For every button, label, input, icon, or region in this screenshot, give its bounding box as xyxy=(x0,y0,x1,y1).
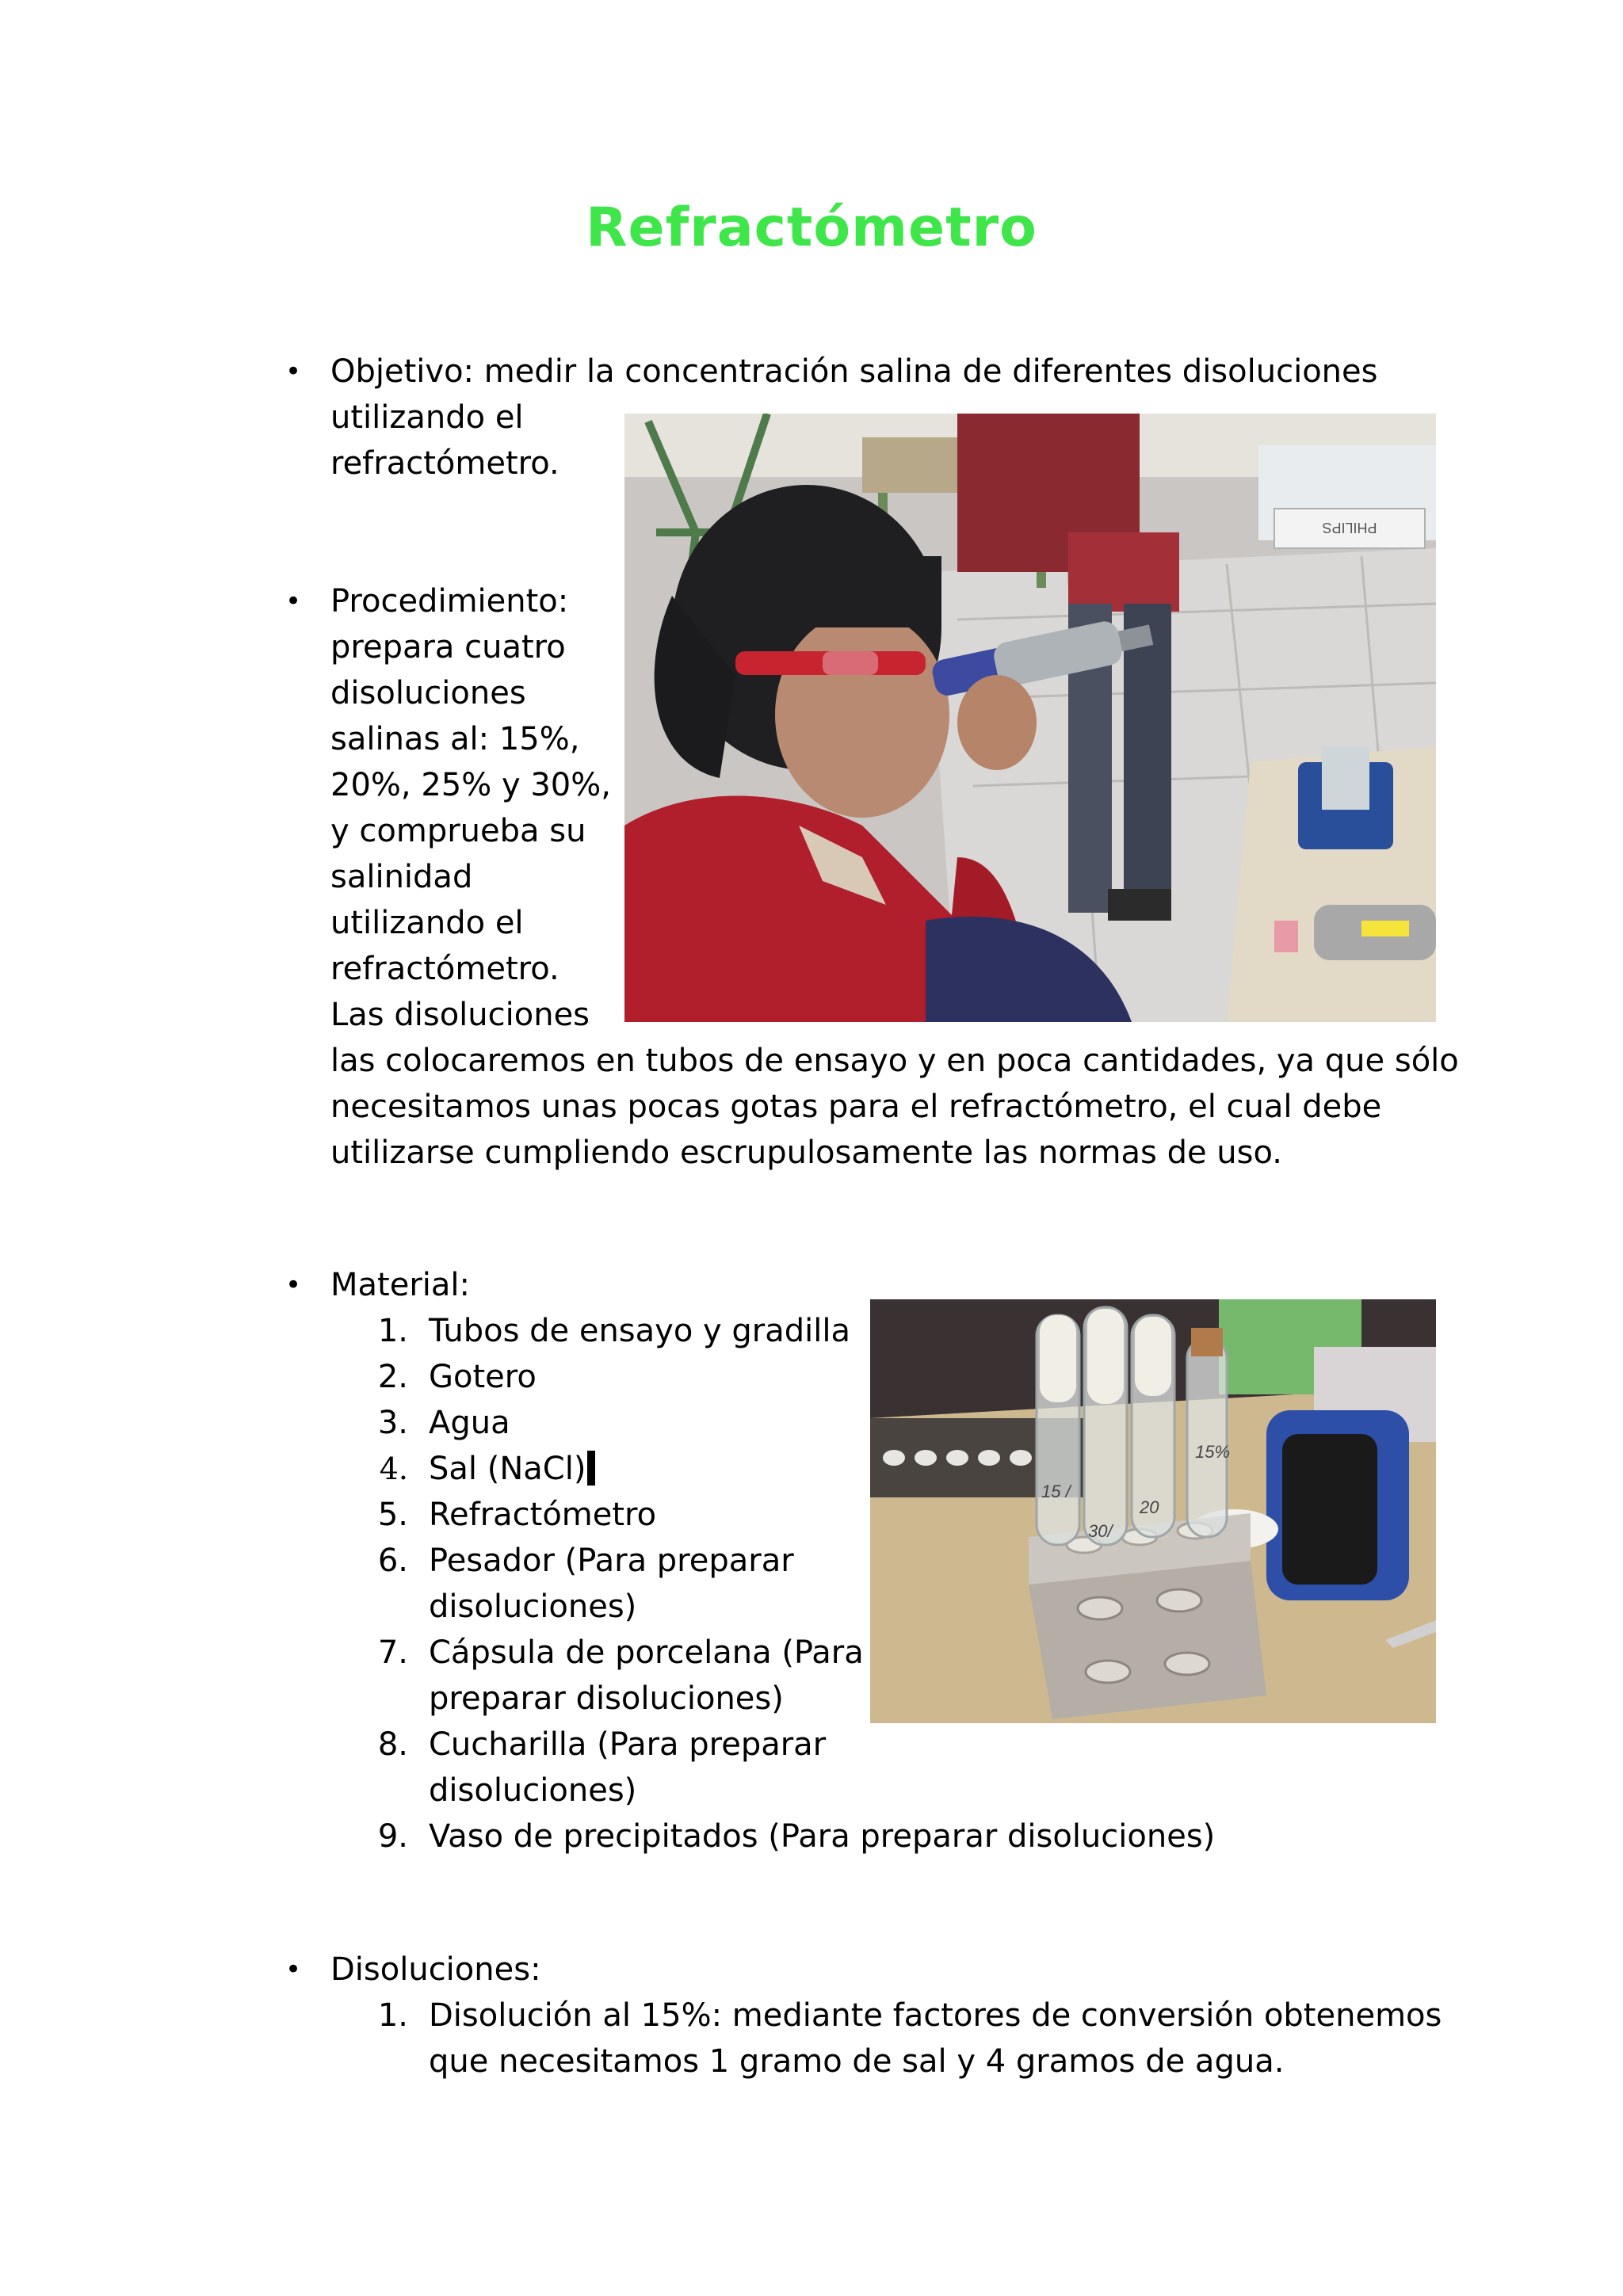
procedimiento-line-2: prepara cuatro xyxy=(330,629,566,666)
material-item-9-number: 9. xyxy=(377,1818,408,1855)
disoluciones-item-1-number: 1. xyxy=(377,1997,408,2034)
procedimiento-line-8: utilizando el xyxy=(330,905,524,941)
disoluciones-item-1-line-2: que necesitamos 1 gramo de sal y 4 gramos de agua. xyxy=(429,2043,1285,2080)
material-item-2: Gotero xyxy=(429,1359,537,1395)
material-item-4: Sal (NaCl) xyxy=(429,1451,586,1487)
disoluciones-item-1-line-1: Disolución al 15%: mediante factores de conversión obtenemos xyxy=(429,1997,1442,2034)
disoluciones-heading: Disoluciones: xyxy=(330,1951,541,1988)
material-item-9: Vaso de precipitados (Para preparar disoluciones) xyxy=(429,1818,1216,1855)
material-item-1: Tubos de ensayo y gradilla xyxy=(429,1313,850,1349)
bullet-objetivo: • xyxy=(285,356,302,387)
photo1-label: PHILIPS xyxy=(1322,520,1377,536)
material-item-8-line-1: Cucharilla (Para preparar xyxy=(429,1726,827,1763)
procedimiento-line-12: necesitamos unas pocas gotas para el refractómetro, el cual debe xyxy=(330,1089,1382,1125)
tube-label-15-pct: 15% xyxy=(1195,1442,1231,1462)
test-tubes-photo xyxy=(870,1299,1436,1723)
procedimiento-line-11: las colocaremos en tubos de ensayo y en poca cantidades, ya que sólo xyxy=(330,1043,1459,1079)
material-item-4-number: 4. xyxy=(379,1451,408,1486)
tube-label-20: 20 xyxy=(1140,1497,1159,1517)
material-heading: Material: xyxy=(330,1267,470,1303)
procedimiento-line-5: 20%, 25% y 30%, xyxy=(330,767,611,803)
material-item-5: Refractómetro xyxy=(429,1497,657,1533)
refractometer-photo xyxy=(624,414,1436,1022)
bullet-procedimiento: • xyxy=(285,585,302,617)
material-item-7-line-2: preparar disoluciones) xyxy=(429,1680,784,1717)
text-cursor xyxy=(587,1451,595,1486)
material-item-8-number: 8. xyxy=(377,1726,408,1763)
procedimiento-line-13: utilizarse cumpliendo escrupulosamente las normas de uso. xyxy=(330,1135,1282,1171)
procedimiento-line-7: salinidad xyxy=(330,859,473,895)
material-item-3-number: 3. xyxy=(377,1405,408,1441)
material-item-2-number: 2. xyxy=(377,1359,408,1395)
tube-label-15: 15 / xyxy=(1041,1482,1071,1501)
tube-label-30: 30/ xyxy=(1088,1521,1113,1541)
procedimiento-line-9: refractómetro. xyxy=(330,951,559,987)
objetivo-line-2: utilizando el xyxy=(330,399,524,436)
material-item-7-line-1: Cápsula de porcelana (Para xyxy=(429,1634,864,1671)
procedimiento-line-10: Las disoluciones xyxy=(330,997,590,1033)
material-item-1-number: 1. xyxy=(377,1313,408,1349)
procedimiento-line-3: disoluciones xyxy=(330,675,526,711)
material-item-3: Agua xyxy=(429,1405,510,1441)
material-item-6-number: 6. xyxy=(377,1543,408,1579)
material-item-8-line-2: disoluciones) xyxy=(429,1772,637,1809)
procedimiento-line-4: salinas al: 15%, xyxy=(330,721,580,757)
procedimiento-line-1: Procedimiento: xyxy=(330,583,569,620)
page-title: Refractómetro xyxy=(586,196,1037,259)
bullet-material: • xyxy=(285,1269,302,1301)
procedimiento-line-6: y comprueba su xyxy=(330,813,586,849)
material-item-7-number: 7. xyxy=(377,1634,408,1671)
material-item-4-row xyxy=(429,1446,595,1492)
bullet-disoluciones: • xyxy=(285,1954,302,1985)
objetivo-line-1: Objetivo: medir la concentración salina de diferentes disoluciones xyxy=(330,353,1378,390)
material-item-6-line-1: Pesador (Para preparar xyxy=(429,1543,794,1579)
material-item-5-number: 5. xyxy=(377,1497,408,1533)
material-item-6-line-2: disoluciones) xyxy=(429,1589,637,1625)
objetivo-line-3: refractómetro. xyxy=(330,445,559,482)
